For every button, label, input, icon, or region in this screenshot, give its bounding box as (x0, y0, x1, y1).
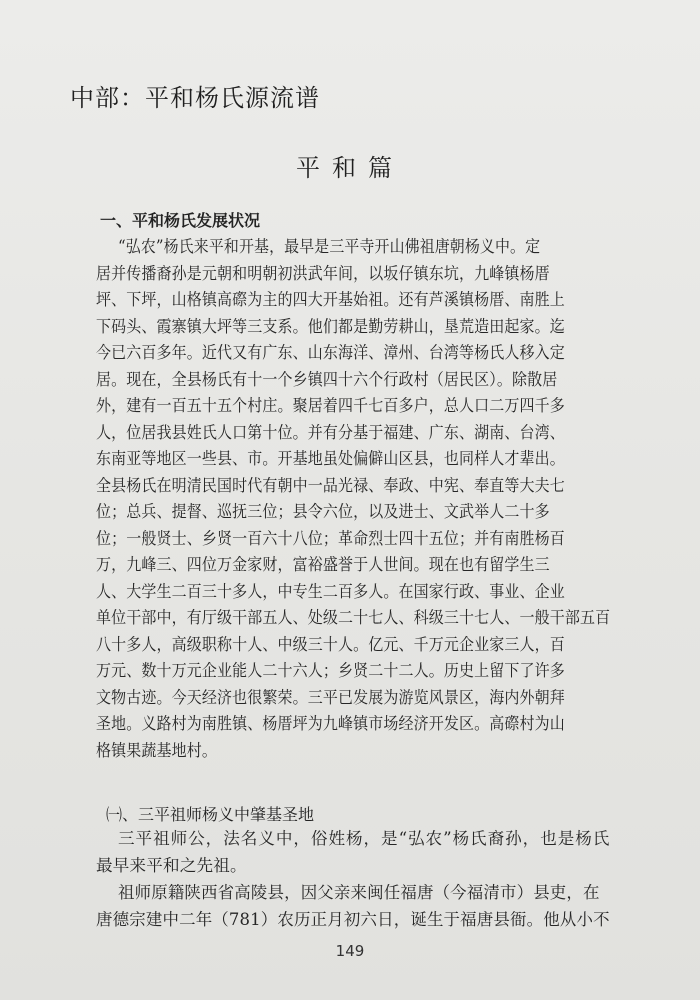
text-line: 最早来平和之先祖。 (96, 855, 247, 875)
text-line: 居。现在，全县杨氏有十一个乡镇四十六个行政村（居民区）。除散居 (96, 369, 558, 389)
text-line: 唐德宗建中二年（781）农历正月初六日，诞生于福唐县衙。他从小不 (96, 909, 610, 929)
text-line: 人，位居我县姓氏人口第十位。并有分基于福建、广东、湖南、台湾、 (96, 422, 565, 442)
text-line: 位；总兵、提督、巡抚三位；县令六位，以及进士、文武举人二十多 (96, 502, 550, 521)
text-line: 东南亚等地区一些县、市。开基地虽处偏僻山区县，也同样人才辈出。 (96, 449, 565, 468)
text-line: 位；一般贤士、乡贤一百六十八位；革命烈士四十五位；并有南胜杨百 (96, 528, 565, 548)
text-line: 居并传播裔孙是元朝和明朝初洪武年间，以坂仔镇东坑，九峰镇杨厝 (96, 263, 550, 283)
paragraph-patriarch-origin (96, 880, 614, 933)
part-title: 中部：平和杨氏源流谱 (70, 84, 320, 112)
text-line: 单位干部中，有厅级干部五人、处级二十七人、科级三十七人、一般干部五百 (96, 608, 611, 627)
text-line: 格镇果蔬基地村。 (96, 740, 217, 760)
text-line: “弘农”杨氏来平和开基，最早是三平寺开山佛祖唐朝杨义中。定 (118, 237, 541, 256)
text-line: 文物古迹。今天经济也很繁荣。三平已发展为游览风景区，海内外朝拜 (96, 687, 565, 707)
text-line: 万，九峰三、四位万金家财，富裕盛誉于人世间。现在也有留学生三 (96, 555, 550, 574)
heading-development-status: 一、平和杨氏发展状况 (100, 211, 261, 230)
text-line: 今已六百多年。近代又有广东、山东海洋、漳州、台湾等杨氏人移入定 (96, 343, 565, 362)
page-number: 149 (335, 942, 365, 960)
heading-sanping-patriarch: ㈠、三平祖师杨义中肇基圣地 (106, 805, 315, 824)
paragraph-patriarch-intro (96, 826, 610, 879)
text-line: 祖师原籍陕西省高陵县，因父亲来闽任福唐（今福清市）县吏，在 (118, 883, 600, 902)
text-line: 外，建有一百五十五个村庄。聚居着四千七百多户，总人口二万四千多 (96, 396, 565, 415)
text-line: 下码头、霞寨镇大坪等三支系。他们都是勤劳耕山，垦荒造田起家。迄 (96, 316, 565, 336)
text-line: 全县杨氏在明清民国时代有朝中一品光禄、奉政、中宪、奉直等大夫七 (96, 475, 565, 495)
text-line: 圣地。义路村为南胜镇、杨厝坪为九峰镇市场经济开发区。高磜村为山 (96, 714, 565, 733)
section-title: 平和篇 (296, 154, 404, 182)
text-line: 坪、下坪，山格镇高磜为主的四大开基始祖。还有芦溪镇杨厝、南胜上 (96, 290, 565, 309)
text-line: 人、大学生二百三十多人，中专生二百多人。在国家行政、事业、企业 (96, 581, 565, 601)
paragraph-development (96, 234, 665, 764)
text-line: 三平祖师公，法名义中，俗姓杨，是“弘农”杨氏裔孙，也是杨氏 (118, 829, 611, 848)
text-line: 八十多人，高级职称十人、中级三十人。亿元、千万元企业家三人，百 (96, 634, 565, 654)
text-line: 万元、数十万元企业能人二十六人；乡贤二十二人。历史上留下了许多 (96, 661, 565, 680)
